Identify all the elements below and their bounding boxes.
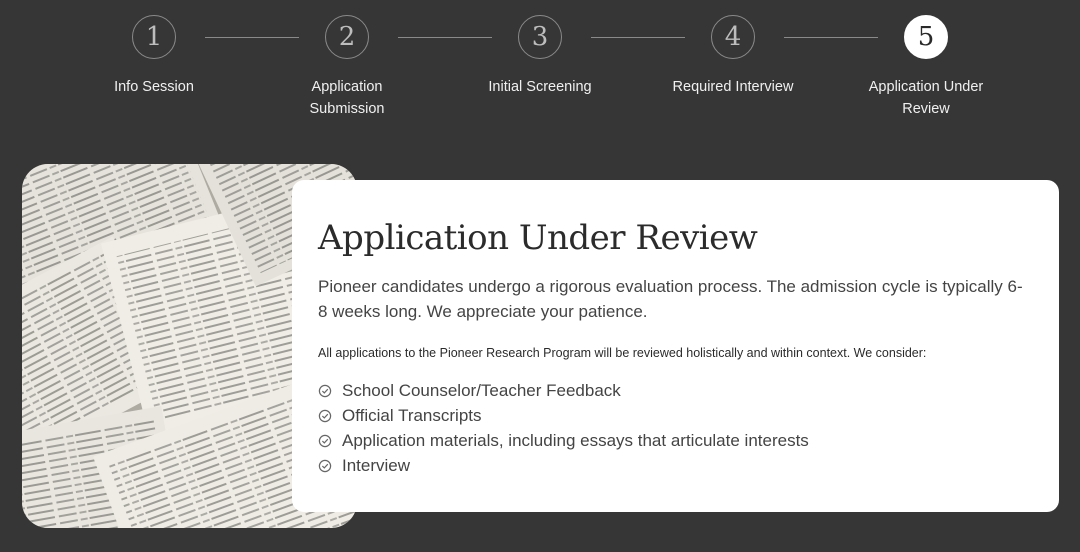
step-label: Info Session: [114, 79, 194, 95]
check-circle-icon: [318, 459, 332, 473]
check-circle-icon: [318, 384, 332, 398]
step-number: 2: [325, 15, 369, 59]
step-application-submission[interactable]: [257, 15, 437, 120]
step-number: 3: [518, 15, 562, 59]
step-number: 4: [711, 15, 755, 59]
criteria-text: Interview: [342, 455, 411, 475]
card-title: Application Under Review: [318, 218, 758, 258]
step-application-under-review[interactable]: [836, 15, 1016, 120]
step-label: Initial Screening: [488, 79, 592, 95]
criteria-text: Official Transcripts: [342, 405, 482, 425]
list-item: [318, 428, 809, 453]
step-required-interview[interactable]: [643, 15, 823, 98]
step-initial-screening[interactable]: [450, 15, 630, 98]
step-label: Application Under Review: [868, 79, 984, 117]
step-info-session[interactable]: [64, 15, 244, 98]
step-number-active: 5: [904, 15, 948, 59]
criteria-text: School Counselor/Teacher Feedback: [342, 380, 621, 400]
check-circle-icon: [318, 409, 332, 423]
review-info-card: [292, 180, 1059, 512]
card-description: Pioneer candidates undergo a rigorous evaluation process. The admission cycle is typically 6-8 weeks long. We appreciate your patience.: [318, 277, 1023, 321]
progress-stepper: [0, 0, 1080, 140]
list-item: [318, 378, 809, 403]
step-label: Application Submission: [309, 79, 385, 117]
list-item: [318, 453, 809, 478]
step-label: Required Interview: [672, 79, 794, 95]
list-item: [318, 403, 809, 428]
card-note: All applications to the Pioneer Research Program will be reviewed holistically and within context. We consider:: [318, 346, 927, 360]
step-number: 1: [132, 15, 176, 59]
criteria-list: [318, 378, 809, 478]
check-circle-icon: [318, 434, 332, 448]
criteria-text: Application materials, including essays that articulate interests: [342, 430, 809, 450]
